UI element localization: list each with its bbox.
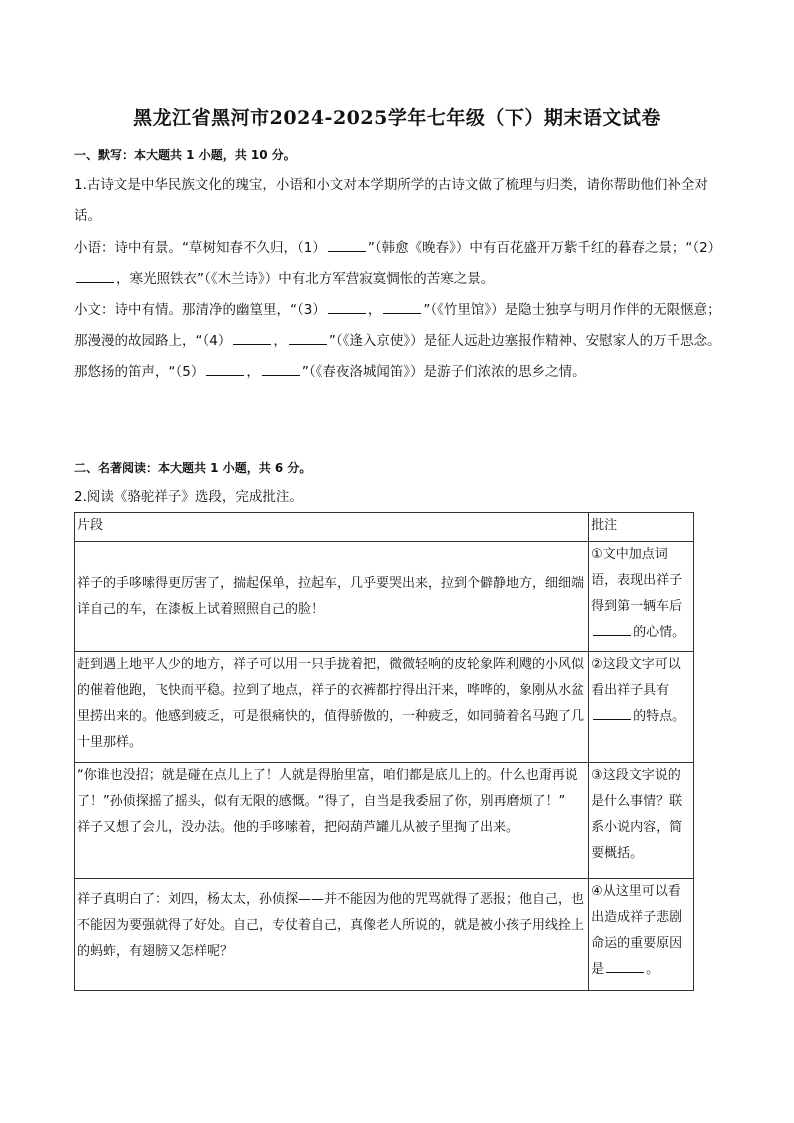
- note-text: ④从这里可以看出造成祥子悲剧命运的重要原因是: [591, 884, 683, 977]
- blank-2[interactable]: [76, 268, 114, 283]
- note-text: 的心情。: [633, 625, 686, 640]
- table-row: [75, 542, 694, 652]
- xiaoyu-text-c: ，寒光照铁衣”（《木兰诗》）中有北方军营寂寞惆怅的苦寒之景。: [116, 271, 495, 287]
- table-row: [75, 763, 694, 879]
- note-blank-4[interactable]: [606, 958, 644, 973]
- blank-5b[interactable]: [262, 361, 300, 376]
- table-header-row: [75, 513, 694, 542]
- blank-1[interactable]: [328, 237, 366, 252]
- section-2-heading: 二、名著阅读：本大题共 1 小题，共 6 分。: [74, 461, 312, 475]
- passage-cell: 祥子真明白了：刘四，杨太太，孙侦探——并不能因为他的咒骂就得了恶报；他自己，也不能因为要强就得了好处。自己，专仗着自己，真像老人所说的，就是被小孩子用线拴上的蚂蚱，有翅膀又怎样呢？: [75, 879, 589, 991]
- xiaoyu-text-a: 小语：诗中有景。“草树知春不久归，（1）: [74, 240, 326, 256]
- note-cell: [589, 879, 694, 991]
- blank-4a[interactable]: [233, 330, 271, 345]
- xiaowen-sep-1: ，: [367, 302, 382, 318]
- note-cell: ③这段文字说的是什么事情？联系小说内容，简要概括。: [589, 763, 694, 879]
- question-2-text: 2.阅读《骆驼祥子》选段，完成批注。: [74, 489, 303, 505]
- passage-paragraph: 祥子又想了会儿，没办法。他的手哆嗦着，把闷葫芦罐儿从被子里掏了出来。: [77, 820, 520, 835]
- note-text: 。: [646, 962, 660, 977]
- header-passage: 片段: [75, 513, 589, 542]
- xiaowen-sep-2: ，: [273, 333, 287, 349]
- xiaowen-sep-3: ，: [246, 364, 260, 380]
- xiaoyu-text-b: ”（韩愈《晚春》）中有百花盛开万紫千红的暮春之景；“（2）: [367, 240, 722, 256]
- table-row: [75, 879, 694, 991]
- xiaowen-dialogue: [74, 295, 722, 388]
- passage-paragraph: “你谁也没招；就是碰在点儿上了！人就是得胎里富，咱们都是底儿上的。什么也甭再说了！”孙侦探摇了摇头，似有无限的感慨。“得了，自当是我委屈了你，别再磨烦了！”: [77, 768, 578, 809]
- exam-title: 黑龙江省黑河市2024-2025学年七年级（下）期末语文试卷: [133, 107, 661, 129]
- xiaowen-text-g: ”（《春夜洛城闻笛》）是游子们浓浓的思乡之情。: [301, 364, 586, 380]
- xiaoyu-dialogue: [74, 233, 722, 295]
- table-row: [75, 652, 694, 763]
- xiaowen-text-e: ”（《逢入京使》）是征人远赴边塞报作精神、安慰家人的万千思念。那悠扬的笛声，“（5）: [74, 333, 721, 380]
- note-text: ①文中加点词语，表现出祥子得到第一辆车后: [591, 547, 683, 614]
- blank-4b[interactable]: [289, 330, 327, 345]
- question-1-text: 1.古诗文是中华民族文化的瑰宝，小语和小文对本学期所学的古诗文做了梳理与归类，请你帮助他们补全对话。: [74, 177, 708, 224]
- header-note: 批注: [589, 513, 694, 542]
- section-1-heading: 一、默写：本大题共 1 小题，共 10 分。: [74, 148, 296, 162]
- note-blank-1[interactable]: [593, 621, 631, 636]
- blank-3b[interactable]: [383, 299, 421, 314]
- blank-3a[interactable]: [328, 299, 366, 314]
- xiaowen-text-c: ”（《竹里馆》）是隐士独享与明月作伴的无限惬意；那漫漫的故园路上，“（4）: [74, 302, 721, 349]
- annotation-table: [74, 512, 694, 991]
- passage-cell: 祥子的手哆嗦得更厉害了，揣起保单，拉起车，几乎要哭出来，拉到个僻静地方，细细端详自己的车，在漆板上试着照照自己的脸！: [75, 542, 589, 652]
- note-cell: [589, 542, 694, 652]
- passage-cell: 赶到遇上地平人少的地方，祥子可以用一只手拢着把，微微轻响的皮轮象阵利飕的小风似的催着他跑，飞快而平稳。拉到了地点，祥子的衣裤都拧得出汗来，哗哗的，象刚从水盆里捞出来的。他感到疲乏，可是很痛快的，值得骄傲的，一种疲乏，如同骑着名马跑了几十里那样。: [75, 652, 589, 763]
- note-text: 的特点。: [633, 709, 686, 724]
- note-blank-2[interactable]: [593, 705, 631, 720]
- note-text: ②这段文字可以看出祥子具有: [591, 657, 681, 698]
- passage-cell: [75, 763, 589, 879]
- note-cell: [589, 652, 694, 763]
- blank-5a[interactable]: [206, 361, 244, 376]
- xiaowen-text-a: 小文：诗中有情。那清净的幽篁里，“（3）: [74, 302, 326, 318]
